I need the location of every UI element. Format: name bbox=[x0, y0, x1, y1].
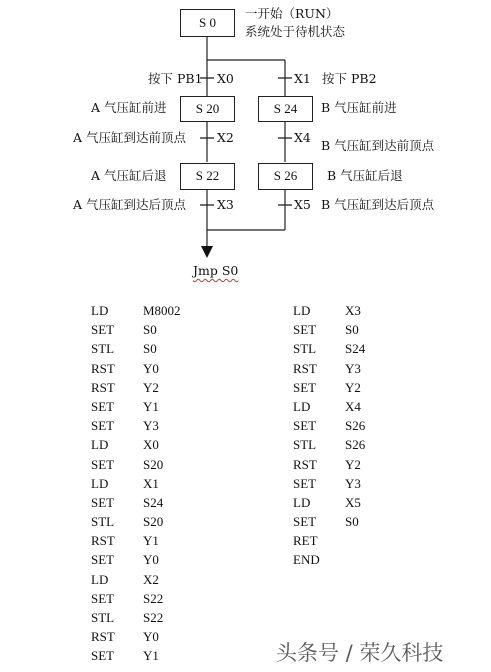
step-box-s26: S 26 bbox=[258, 163, 313, 190]
program-line bbox=[91, 455, 181, 474]
program-line bbox=[293, 359, 365, 378]
instruction-operand: S0 bbox=[143, 341, 157, 357]
program-line bbox=[293, 397, 365, 416]
program-line bbox=[91, 339, 181, 358]
instruction-opcode: SET bbox=[91, 418, 115, 434]
instruction-opcode: RST bbox=[293, 456, 317, 472]
program-line bbox=[293, 416, 365, 435]
label-x1: X1 bbox=[294, 71, 311, 86]
instruction-opcode: LD bbox=[293, 398, 311, 414]
instruction-operand: S22 bbox=[143, 610, 164, 625]
label-b-reach-front: B 气压缸到达前顶点 bbox=[321, 138, 435, 153]
program-line bbox=[91, 301, 181, 320]
instruction-operand: Y3 bbox=[345, 360, 361, 376]
label-jmp-s0: Jmp S0 bbox=[193, 263, 239, 278]
instruction-opcode: SET bbox=[91, 456, 115, 472]
program-line bbox=[293, 550, 365, 569]
label-b-back: B 气压缸后退 bbox=[327, 168, 403, 183]
instruction-opcode: STL bbox=[293, 341, 317, 357]
instruction-operand: Y1 bbox=[143, 648, 159, 664]
program-line bbox=[91, 359, 181, 378]
label-a-reach-rear: A 气压缸到达后顶点 bbox=[73, 197, 187, 212]
program-line bbox=[293, 493, 365, 512]
instruction-opcode: END bbox=[293, 552, 320, 568]
instruction-operand: S24 bbox=[345, 341, 366, 357]
instruction-opcode: LD bbox=[91, 475, 109, 491]
instruction-opcode: SET bbox=[293, 475, 317, 491]
program-line bbox=[293, 339, 365, 358]
program-line bbox=[293, 512, 365, 531]
program-line bbox=[91, 550, 181, 569]
instruction-operand: S20 bbox=[143, 456, 164, 472]
program-line bbox=[293, 435, 365, 454]
label-a-back: A 气压缸后退 bbox=[91, 168, 167, 183]
label-x5: X5 bbox=[294, 197, 311, 212]
instruction-opcode: RET bbox=[293, 533, 318, 549]
program-line bbox=[91, 435, 181, 454]
instruction-opcode: RST bbox=[91, 533, 115, 549]
program-line bbox=[293, 320, 365, 339]
instruction-operand: X1 bbox=[143, 475, 159, 491]
program-column-left bbox=[91, 301, 181, 666]
step-box-s22: S 22 bbox=[180, 163, 235, 190]
instruction-operand: Y2 bbox=[345, 456, 361, 472]
instruction-opcode: RST bbox=[91, 629, 115, 645]
instruction-opcode: RST bbox=[91, 360, 115, 376]
label-press-pb2: 按下 PB2 bbox=[322, 71, 377, 86]
program-line bbox=[91, 378, 181, 397]
program-line bbox=[91, 531, 181, 550]
instruction-opcode: SET bbox=[293, 379, 317, 395]
jump-arrow-head bbox=[201, 246, 213, 258]
program-line bbox=[91, 474, 181, 493]
instruction-opcode: LD bbox=[91, 571, 109, 587]
program-line bbox=[91, 320, 181, 339]
instruction-opcode: SET bbox=[293, 322, 317, 338]
label-b-forward: B 气压缸前进 bbox=[321, 100, 397, 115]
instruction-operand: X2 bbox=[143, 571, 159, 587]
instruction-operand: Y1 bbox=[143, 398, 159, 414]
instruction-operand: S20 bbox=[143, 514, 164, 530]
instruction-opcode: SET bbox=[91, 398, 115, 414]
instruction-opcode: STL bbox=[91, 610, 115, 625]
instruction-operand: S22 bbox=[143, 590, 164, 606]
instruction-operand: S26 bbox=[345, 418, 366, 434]
instruction-operand: Y0 bbox=[143, 552, 159, 568]
instruction-opcode: STL bbox=[293, 437, 317, 453]
instruction-opcode: RST bbox=[293, 360, 317, 376]
instruction-operand: S26 bbox=[345, 437, 366, 453]
instruction-opcode: SET bbox=[293, 514, 317, 530]
instruction-operand: X4 bbox=[345, 398, 361, 414]
program-line bbox=[91, 589, 181, 608]
instruction-operand: Y3 bbox=[143, 418, 159, 434]
instruction-operand: M8002 bbox=[143, 303, 181, 318]
instruction-opcode: SET bbox=[293, 418, 317, 434]
instruction-operand: S0 bbox=[345, 514, 359, 530]
program-line bbox=[91, 608, 181, 627]
instruction-operand: X5 bbox=[345, 494, 361, 510]
label-press-pb1: 按下 PB1 bbox=[148, 71, 203, 86]
instruction-operand: Y3 bbox=[345, 475, 361, 491]
step-box-s0: S 0 bbox=[180, 9, 235, 37]
start-note-line-1: 一开始（RUN） bbox=[245, 6, 339, 21]
instruction-opcode: SET bbox=[91, 648, 115, 664]
label-b-reach-rear: B 气压缸到达后顶点 bbox=[321, 197, 435, 212]
instruction-operand: Y0 bbox=[143, 629, 159, 645]
instruction-opcode: SET bbox=[91, 590, 115, 606]
watermark: 头条号 / 荣久科技 bbox=[276, 641, 444, 665]
instruction-operand: Y2 bbox=[345, 379, 361, 395]
program-line bbox=[91, 646, 181, 665]
label-x3: X3 bbox=[217, 197, 234, 212]
program-line bbox=[293, 301, 365, 320]
label-a-forward: A 气压缸前进 bbox=[91, 100, 167, 115]
instruction-opcode: RST bbox=[91, 379, 115, 395]
instruction-operand: X3 bbox=[345, 303, 361, 318]
label-x0: X0 bbox=[217, 71, 234, 86]
instruction-opcode: LD bbox=[91, 437, 109, 453]
program-line bbox=[91, 416, 181, 435]
label-x4: X4 bbox=[294, 130, 311, 145]
instruction-operand: S0 bbox=[345, 322, 359, 338]
instruction-opcode: STL bbox=[91, 341, 115, 357]
program-column-right bbox=[293, 301, 365, 570]
instruction-operand: Y0 bbox=[143, 360, 159, 376]
instruction-operand: Y1 bbox=[143, 533, 159, 549]
instruction-operand: X0 bbox=[143, 437, 159, 453]
label-x2: X2 bbox=[217, 130, 234, 145]
start-note-line-2: 系统处于待机状态 bbox=[245, 24, 346, 39]
program-line bbox=[91, 512, 181, 531]
program-line bbox=[293, 455, 365, 474]
label-a-reach-front: A 气压缸到达前顶点 bbox=[73, 130, 187, 145]
program-line bbox=[293, 378, 365, 397]
instruction-opcode: LD bbox=[293, 494, 311, 510]
step-box-s20: S 20 bbox=[180, 96, 235, 122]
step-box-s24: S 24 bbox=[258, 96, 313, 122]
instruction-operand: S0 bbox=[143, 322, 157, 338]
instruction-opcode: LD bbox=[293, 303, 311, 318]
instruction-opcode: LD bbox=[91, 303, 109, 318]
program-line bbox=[91, 493, 181, 512]
program-line bbox=[91, 570, 181, 589]
instruction-operand: S24 bbox=[143, 494, 164, 510]
instruction-opcode: SET bbox=[91, 322, 115, 338]
program-line bbox=[293, 474, 365, 493]
instruction-opcode: SET bbox=[91, 494, 115, 510]
program-line bbox=[91, 397, 181, 416]
instruction-opcode: SET bbox=[91, 552, 115, 568]
instruction-operand: Y2 bbox=[143, 379, 159, 395]
program-line bbox=[293, 531, 365, 550]
instruction-opcode: STL bbox=[91, 514, 115, 530]
program-line bbox=[91, 627, 181, 646]
